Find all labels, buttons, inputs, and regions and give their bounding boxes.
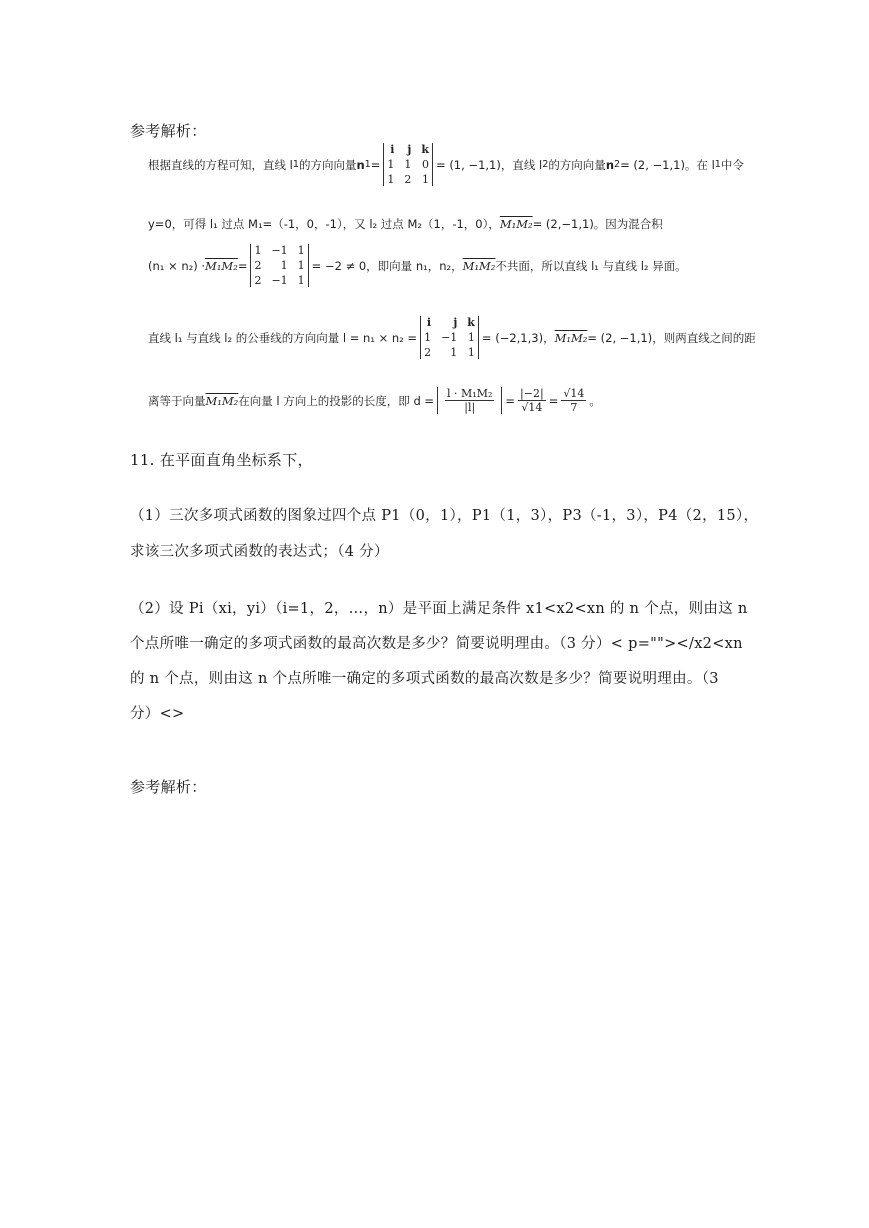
det-cell: −1 xyxy=(441,331,458,344)
fraction-numerator: √14 xyxy=(563,387,585,400)
solution-text: = (1, −1,1)，直线 l xyxy=(436,157,543,172)
solution-text: 直线 l₁ 与直线 l₂ 的公垂线的方向向量 l = n₁ × n₂ = xyxy=(148,330,418,345)
det-cell: −1 xyxy=(271,274,288,287)
fraction-numerator: |−2| xyxy=(520,387,544,400)
det-cell: 1 xyxy=(297,259,305,272)
det-cell: j xyxy=(453,316,458,329)
question-11-part2-line4: 分）<> xyxy=(130,706,185,722)
abs-fraction xyxy=(437,387,502,414)
vector-n1: n xyxy=(356,157,365,172)
vector-m1m2: M₁M₂ xyxy=(205,258,238,273)
fraction-numerator: l · M₁M₂ xyxy=(447,387,493,400)
solution-text: y=0，可得 l₁ 过点 M₁=（-1，0，-1），又 l₂ 过点 M₂（1，-1，0）， xyxy=(148,217,500,231)
solution-line-5 xyxy=(148,387,601,414)
solution-heading-2: 参考解析： xyxy=(130,778,207,796)
det-cell: 1 xyxy=(422,173,430,186)
solution-text: = −2 ≠ 0，即向量 n₁，n₂， xyxy=(311,258,463,273)
det-cell: 2 xyxy=(424,346,432,359)
question-11-part2-line1: （2）设 Pi（xi，yi）（i=1，2，…，n）是平面上满足条件 x1<x2<xn 的 n 个点，则由这 n xyxy=(130,601,748,617)
solution-line-2 xyxy=(148,216,663,232)
vector-m1m2: M₁M₂ xyxy=(462,258,496,273)
equals: = xyxy=(370,157,381,172)
solution-text: 离等于向量 xyxy=(148,393,206,408)
solution-text: (n₁ × n₂) · xyxy=(148,258,206,273)
det-cell: 2 xyxy=(254,259,262,272)
fraction-2 xyxy=(518,387,546,414)
solution-heading: 参考解析： xyxy=(130,122,207,140)
determinant-1 xyxy=(383,143,433,186)
det-cell: 1 xyxy=(254,244,262,257)
vector-n2: n xyxy=(605,157,614,172)
det-cell: 2 xyxy=(404,173,412,186)
solution-text: = (−2,1,3)， xyxy=(481,330,555,345)
det-cell: k xyxy=(467,316,475,329)
fraction-denominator: √14 xyxy=(521,401,543,414)
question-11-part1-line1: （1）三次多项式函数的图象过四个点 P1（0，1），P1（1，3），P3（-1，3），P4（2，15）， xyxy=(130,508,759,524)
solution-text: = (2, −1,1)，则两直线之间的距 xyxy=(587,330,756,345)
fraction-denominator: 7 xyxy=(570,401,578,414)
solution-text: 在向量 l 方向上的投影的长度，即 d = xyxy=(238,393,435,408)
question-11-part2-line3: 的 n 个点，则由这 n 个点所唯一确定的多项式函数的最高次数是多少？简要说明理由。（3 xyxy=(130,671,719,687)
subscript: 1 xyxy=(364,159,371,170)
question-11-title: 11. 在平面直角坐标系下， xyxy=(130,451,313,469)
solution-text: 根据直线的方程可知，直线 l xyxy=(148,157,293,172)
subscript: 1 xyxy=(714,159,721,170)
det-cell: 1 xyxy=(424,331,432,344)
det-cell: 2 xyxy=(254,274,262,287)
equals: = xyxy=(505,393,516,408)
det-cell: 1 xyxy=(387,173,395,186)
fraction-1 xyxy=(445,387,494,414)
vector-m1m2: M₁M₂ xyxy=(205,393,239,408)
solution-line-3 xyxy=(148,244,687,287)
det-cell: 1 xyxy=(404,158,412,171)
solution-text: 不共面，所以直线 l₁ 与直线 l₂ 异面。 xyxy=(495,258,687,273)
equals: = xyxy=(237,258,248,273)
solution-text: = (2, −1,1)。在 l xyxy=(620,157,715,172)
solution-text: 的方向向量 xyxy=(298,157,357,172)
det-cell: −1 xyxy=(271,244,288,257)
solution-line-4 xyxy=(148,316,756,359)
det-cell: i xyxy=(390,143,395,156)
solution-text: 中令 xyxy=(720,157,744,172)
det-cell: 1 xyxy=(387,158,395,171)
vector-m1m2: M₁M₂ xyxy=(499,217,533,231)
det-cell: 0 xyxy=(422,158,430,171)
det-cell: 1 xyxy=(450,346,458,359)
det-cell: k xyxy=(421,143,430,156)
subscript: 2 xyxy=(614,159,621,170)
det-cell: 1 xyxy=(280,259,288,272)
det-cell: 1 xyxy=(467,346,475,359)
determinant-3 xyxy=(420,316,479,359)
det-cell: i xyxy=(426,316,432,329)
det-cell: 1 xyxy=(467,331,475,344)
solution-text: 的方向向量 xyxy=(548,157,606,172)
det-cell: 1 xyxy=(297,244,305,257)
det-cell: j xyxy=(407,143,412,156)
solution-text: 。 xyxy=(589,393,601,408)
solution-line-1 xyxy=(148,143,744,186)
subscript: 1 xyxy=(292,159,299,170)
fraction-denominator: |l| xyxy=(464,401,476,414)
question-11-part2-line2: 个点所唯一确定的多项式函数的最高次数是多少？简要说明理由。（3 分）< p=""></x2<xn xyxy=(130,636,743,652)
equals: = xyxy=(548,393,559,408)
fraction-3 xyxy=(561,387,586,414)
solution-text: = (2,−1,1)。因为混合积 xyxy=(532,217,663,231)
determinant-2 xyxy=(250,244,308,287)
vector-m1m2: M₁M₂ xyxy=(554,330,588,345)
question-11-part1-line2: 求该三次多项式函数的表达式；（4 分） xyxy=(130,544,389,560)
subscript: 2 xyxy=(542,159,549,170)
det-cell: 1 xyxy=(297,274,305,287)
